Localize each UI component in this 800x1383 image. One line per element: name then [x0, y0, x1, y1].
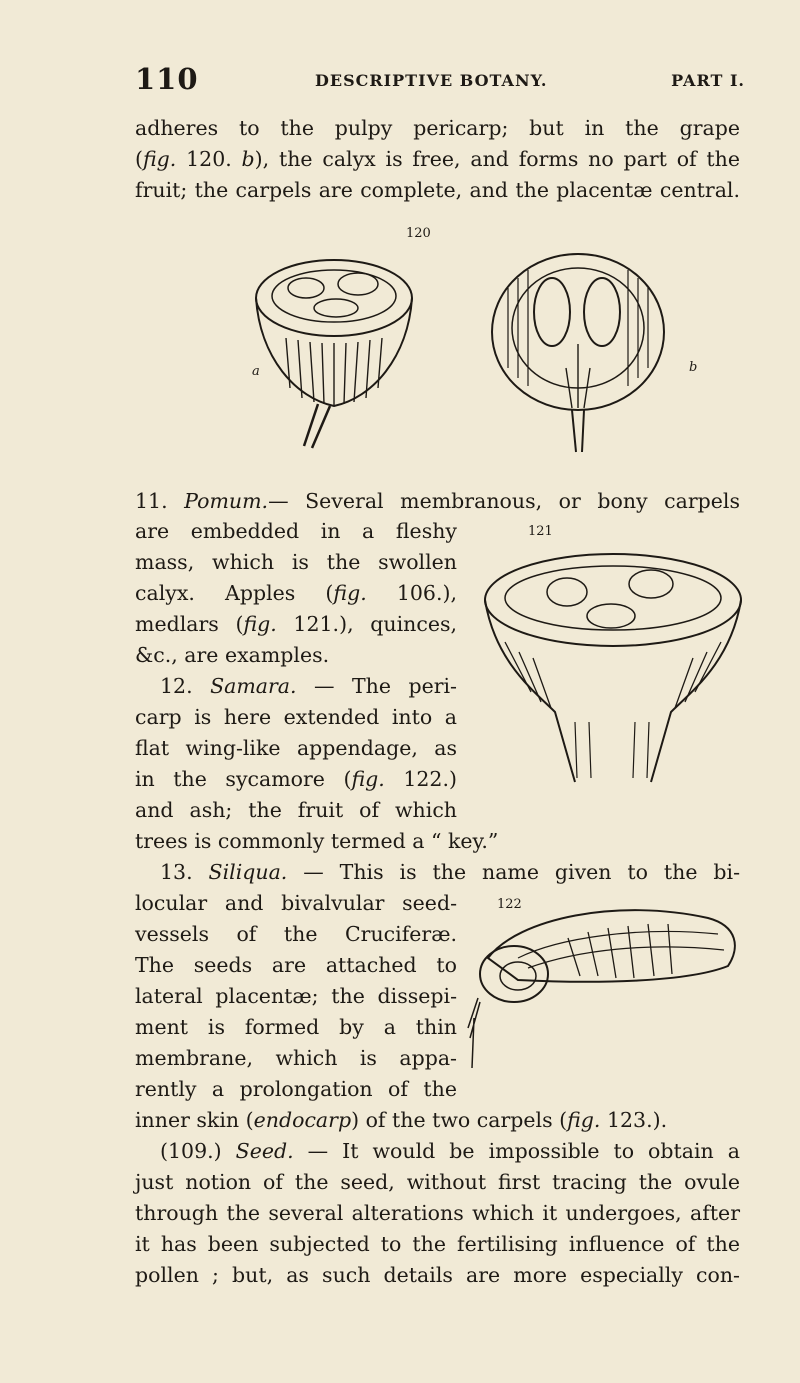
figure-120-illustration	[246, 248, 726, 460]
text-line: 13. Siliqua. — This is the name given to the bi-	[160, 860, 740, 884]
text-line: vessels of the Cruciferæ.	[135, 922, 457, 946]
text-line: calyx. Apples (fig. 106.),	[135, 581, 457, 605]
text-line: medlars (fig. 121.), quinces,	[135, 612, 457, 636]
text-line: and ash; the fruit of which	[135, 798, 457, 822]
figure-120-label-a: a	[252, 364, 260, 379]
text-line: fruit; the carpels are complete, and the placentæ central.	[135, 178, 740, 202]
text-line: trees is commonly termed a “ key.”	[135, 829, 499, 853]
text-line: locular and bivalvular seed-	[135, 891, 457, 915]
figure-121-number: 121	[528, 524, 553, 539]
text-line: in the sycamore (fig. 122.)	[135, 767, 457, 791]
figure-120-label-b: b	[689, 360, 698, 375]
text-line: lateral placentæ; the dissepi-	[135, 984, 457, 1008]
figure-122-illustration	[458, 898, 742, 1070]
text-line: through the several alterations which it undergoes, after	[135, 1201, 740, 1225]
figure-122-number: 122	[497, 897, 522, 912]
text-line: ment is formed by a thin	[135, 1015, 457, 1039]
text-line: 12. Samara. — The peri-	[160, 674, 457, 698]
part-label: PART I.	[671, 71, 745, 90]
text-line: The seeds are attached to	[135, 953, 457, 977]
text-line: it has been subjected to the fertilising influence of the	[135, 1232, 740, 1256]
text-line: adheres to the pulpy pericarp; but in the grape	[135, 116, 740, 140]
figure-121-illustration	[475, 542, 747, 792]
text-line: membrane, which is appa-	[135, 1046, 457, 1070]
text-line: inner skin (endocarp) of the two carpels (fig. 123.).	[135, 1108, 668, 1132]
text-line: &c., are examples.	[135, 643, 330, 667]
text-line: flat wing-like appendage, as	[135, 736, 457, 760]
text-line: (fig. 120. b), the calyx is free, and forms no part of the	[135, 147, 740, 171]
text-line: 11. Pomum.— Several membranous, or bony carpels	[135, 489, 740, 513]
text-line: just notion of the seed, without first tracing the ovule	[135, 1170, 740, 1194]
text-line: rently a prolongation of the	[135, 1077, 457, 1101]
running-title: DESCRIPTIVE BOTANY.	[315, 71, 548, 90]
text-line: carp is here extended into a	[135, 705, 457, 729]
page-number: 110	[135, 62, 199, 96]
page-header	[135, 62, 745, 98]
text-line: (109.) Seed. — It would be impossible to obtain a	[160, 1139, 740, 1163]
text-line: are embedded in a fleshy	[135, 519, 457, 543]
text-line: pollen ; but, as such details are more especially con-	[135, 1263, 740, 1287]
figure-120-number: 120	[406, 226, 431, 241]
text-line: mass, which is the swollen	[135, 550, 457, 574]
